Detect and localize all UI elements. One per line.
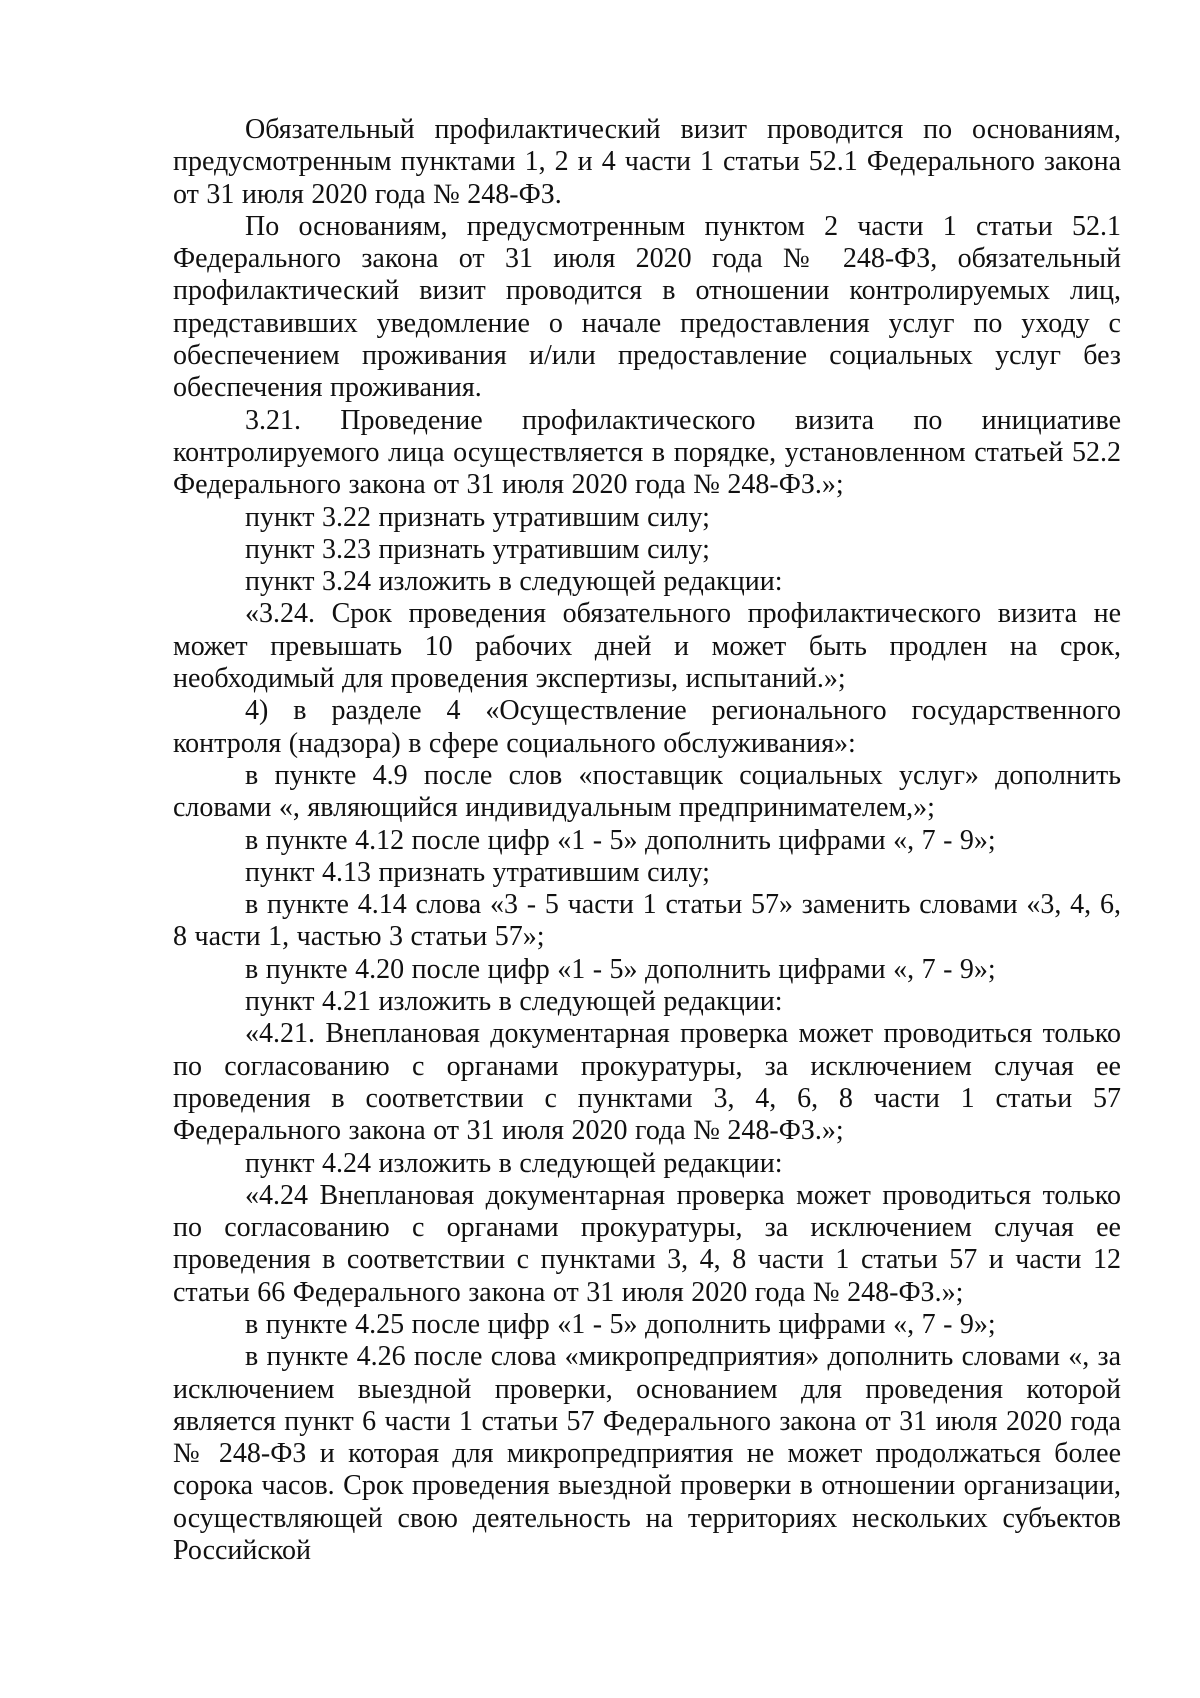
- paragraph: пункт 3.24 изложить в следующей редакции:: [245, 566, 783, 598]
- paragraph: пункт 4.24 изложить в следующей редакции:: [245, 1147, 783, 1179]
- paragraph: пункт 4.21 изложить в следующей редакции:: [245, 986, 783, 1018]
- paragraph: пункт 3.22 признать утратившим силу;: [245, 501, 710, 533]
- paragraph: «3.24. Срок проведения обязательного профилактического визита не может превышать 10 рабочих дней и может быть продлен на срок, необходимый для проведения экспертизы, испытаний.»;: [173, 598, 1121, 695]
- paragraph: 4) в разделе 4 «Осуществление регионального государственного контроля (надзора) в сфере социального обслуживания»:: [173, 695, 1121, 759]
- paragraph: пункт 4.13 признать утратившим силу;: [245, 856, 710, 888]
- paragraph: 3.21. Проведение профилактического визита по инициативе контролируемого лица осуществляется в порядке, установленном статьей 52.2 Федерального закона от 31 июля 2020 года № 248-ФЗ.»;: [173, 404, 1121, 501]
- paragraph: в пункте 4.25 после цифр «1 - 5» дополнить цифрами «, 7 - 9»;: [245, 1308, 996, 1340]
- paragraph: в пункте 4.26 после слова «микропредприятия» дополнить словами «, за исключением выездной проверки, основанием для проведения которой является пункт 6 части 1 статьи 57 Федерального закона от 31 июля 2020 года № 248-ФЗ и которая для микропредприятия не может продолжаться более сорока часов. Срок проведения выездной проверки в отношении организации, осуществляющей свою деятельность на территориях нескольких субъектов Российской: [173, 1341, 1121, 1567]
- document-body: [173, 114, 1121, 1567]
- paragraph: пункт 3.23 признать утратившим силу;: [245, 533, 710, 565]
- paragraph: в пункте 4.20 после цифр «1 - 5» дополнить цифрами «, 7 - 9»;: [245, 953, 996, 985]
- paragraph: в пункте 4.14 слова «3 - 5 части 1 статьи 57» заменить словами «3, 4, 6, 8 части 1, частью 3 статьи 57»;: [173, 889, 1121, 953]
- paragraph: По основаниям, предусмотренным пунктом 2 части 1 статьи 52.1 Федерального закона от 31 июля 2020 года № 248-ФЗ, обязательный профилактический визит проводится в отношении контролируемых лиц, представивших уведомление о начале предоставления услуг по уходу с обеспечением проживания и/или предоставление социальных услуг без обеспечения проживания.: [173, 210, 1121, 404]
- paragraph: Обязательный профилактический визит проводится по основаниям, предусмотренным пунктами 1, 2 и 4 части 1 статьи 52.1 Федерального закона от 31 июля 2020 года № 248-ФЗ.: [173, 114, 1121, 210]
- paragraph: в пункте 4.9 после слов «поставщик социальных услуг» дополнить словами «, являющийся индивидуальным предпринимателем,»;: [173, 759, 1121, 824]
- paragraph: «4.21. Внеплановая документарная проверка может проводиться только по согласованию с органами прокуратуры, за исключением случая ее проведения в соответствии с пунктами 3, 4, 6, 8 части 1 статьи 57 Федерального закона от 31 июля 2020 года № 248-ФЗ.»;: [173, 1018, 1121, 1147]
- paragraph: в пункте 4.12 после цифр «1 - 5» дополнить цифрами «, 7 - 9»;: [245, 824, 996, 856]
- paragraph: «4.24 Внеплановая документарная проверка может проводиться только по согласованию с органами прокуратуры, за исключением случая ее проведения в соответствии с пунктами 3, 4, 8 части 1 статьи 57 и части 12 статьи 66 Федерального закона от 31 июля 2020 года № 248-ФЗ.»;: [173, 1179, 1121, 1308]
